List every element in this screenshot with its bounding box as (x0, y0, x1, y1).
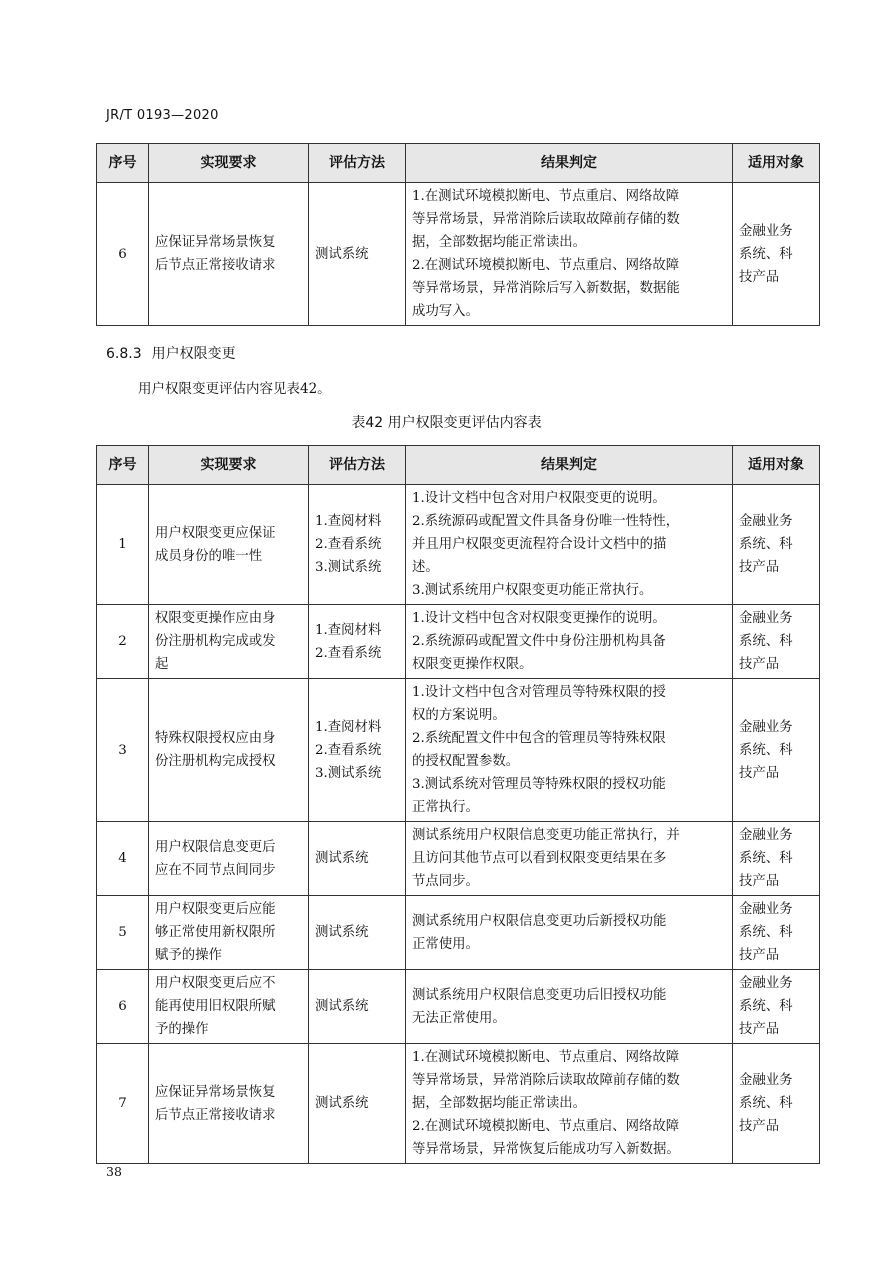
cell-line: 等异常场景，异常恢复后能成功写入新数据。 (412, 1142, 680, 1157)
cell-line: 金融业务 (739, 611, 793, 626)
cell-line: 3.测试系统 (315, 765, 382, 781)
cell-line: 3.测试系统对管理员等特殊权限的授权功能 (412, 777, 666, 792)
table-row (97, 485, 820, 605)
document-id: JR/T 0193—2020 (106, 108, 219, 123)
cell-line: 1.查阅材料 (315, 514, 382, 529)
cell-line: 测试系统用户权限信息变更功后新授权功能 (412, 913, 667, 929)
cell-line: 份注册机构完成授权 (155, 754, 276, 769)
cell-line: 份注册机构完成或发 (155, 634, 276, 649)
cell-line: 2.在测试环境模拟断电、节点重启、网络故障 (412, 258, 680, 273)
cell-line: 够正常使用新权限所 (155, 925, 276, 940)
cell-line: 测试系统用户权限信息变更功后旧授权功能 (412, 987, 667, 1003)
cell-line: 1.设计文档中包含对管理员等特殊权限的授 (412, 685, 666, 700)
cell-line: 赋予的操作 (155, 948, 222, 963)
cell-line: 系统、科 (739, 537, 793, 552)
cell-target (733, 485, 820, 605)
cell-target (733, 822, 820, 896)
cell-line: 技产品 (739, 269, 780, 285)
cell-line: 金融业务 (739, 1073, 793, 1088)
table-row (97, 896, 820, 970)
cell-line: 3.测试系统用户权限变更功能正常执行。 (412, 583, 653, 598)
cell-line: 用户权限变更应保证 (155, 525, 276, 541)
cell-requirement (149, 970, 309, 1044)
column-header-target: 适用对象 (733, 144, 820, 183)
column-header-no: 序号 (97, 144, 149, 183)
cell-line: 金融业务 (739, 902, 793, 917)
cell-line: 2.在测试环境模拟断电、节点重启、网络故障 (412, 1119, 680, 1134)
cell-requirement (149, 485, 309, 605)
cell-line: 予的操作 (155, 1022, 209, 1037)
cell-method (309, 822, 406, 896)
cell-requirement (149, 1044, 309, 1164)
cell-line: 述。 (412, 560, 439, 575)
table-body (97, 183, 820, 326)
intro-paragraph: 用户权限变更评估内容见表42。 (138, 381, 331, 397)
cell-line: 2.查看系统 (315, 537, 382, 552)
cell-line: 2.查看系统 (315, 645, 382, 661)
cell-line: 1.查阅材料 (315, 622, 382, 638)
cell-line: 2.查看系统 (315, 742, 382, 758)
cell-line: 系统、科 (739, 634, 793, 649)
cell-line: 1.在测试环境模拟断电、节点重启、网络故障 (412, 189, 680, 204)
table-row (97, 970, 820, 1044)
cell-line: 据，全部数据均能正常读出。 (412, 1096, 587, 1111)
cell-line: 3.测试系统 (315, 560, 382, 575)
cell-method (309, 896, 406, 970)
cell-line: 特殊权限授权应由身 (155, 731, 276, 746)
cell-line: 金融业务 (739, 719, 793, 735)
cell-line: 用户权限变更后应不 (155, 976, 276, 991)
column-header-requirement: 实现要求 (149, 446, 309, 485)
cell-line: 系统、科 (739, 999, 793, 1014)
cell-line: 金融业务 (739, 223, 793, 239)
cell-line: 技产品 (739, 560, 780, 575)
column-header-result: 结果判定 (406, 446, 733, 485)
cell-line: 技产品 (739, 765, 780, 781)
cell-target (733, 679, 820, 822)
cell-line: 测试系统 (315, 999, 369, 1014)
cell-method (309, 679, 406, 822)
cell-line: 应保证异常场景恢复 (155, 1084, 276, 1100)
cell-line: 系统、科 (739, 851, 793, 866)
cell-method (309, 605, 406, 679)
cell-number: 7 (97, 1044, 149, 1164)
cell-line: 后节点正常接收请求 (155, 1107, 276, 1123)
table-42-permission-change (96, 445, 820, 1164)
cell-line: 测试系统用户权限信息变更功能正常执行，并 (412, 828, 680, 843)
cell-result (406, 605, 733, 679)
cell-line: 系统、科 (739, 742, 793, 758)
cell-target (733, 183, 820, 326)
cell-line: 技产品 (739, 1022, 780, 1037)
cell-line: 1.设计文档中包含对用户权限变更的说明。 (412, 491, 666, 506)
cell-result (406, 896, 733, 970)
table-row (97, 1044, 820, 1164)
cell-line: 成功写入。 (412, 304, 479, 319)
cell-line: 且访问其他节点可以看到权限变更结果在多 (412, 851, 667, 866)
cell-requirement (149, 183, 309, 326)
cell-line: 技产品 (739, 657, 780, 672)
column-header-target: 适用对象 (733, 446, 820, 485)
column-header-requirement: 实现要求 (149, 144, 309, 183)
cell-line: 等异常场景，异常消除后读取故障前存储的数 (412, 1073, 680, 1088)
cell-method (309, 183, 406, 326)
cell-line: 测试系统 (315, 851, 369, 866)
table-header-row (97, 446, 820, 485)
cell-requirement (149, 822, 309, 896)
table-header-row (97, 144, 820, 183)
cell-line: 技产品 (739, 874, 780, 889)
section-title: 用户权限变更 (151, 346, 236, 362)
cell-line: 1.查阅材料 (315, 719, 382, 735)
cell-number: 1 (97, 485, 149, 605)
cell-target (733, 896, 820, 970)
column-header-method: 评估方法 (309, 144, 406, 183)
cell-line: 测试系统 (315, 246, 369, 262)
column-header-result: 结果判定 (406, 144, 733, 183)
cell-method (309, 970, 406, 1044)
cell-line: 金融业务 (739, 976, 793, 991)
cell-target (733, 605, 820, 679)
cell-number: 3 (97, 679, 149, 822)
cell-line: 权限变更操作权限。 (412, 657, 533, 672)
cell-line: 的授权配置参数。 (412, 754, 520, 769)
cell-line: 后节点正常接收请求 (155, 258, 276, 273)
cell-method (309, 1044, 406, 1164)
cell-line: 权的方案说明。 (412, 708, 506, 723)
cell-line: 等异常场景，异常消除后读取故障前存储的数 (412, 212, 680, 227)
cell-line: 用户权限信息变更后 (155, 839, 276, 855)
cell-line: 应在不同节点间同步 (155, 862, 276, 878)
cell-number: 5 (97, 896, 149, 970)
cell-method (309, 485, 406, 605)
section-heading (106, 343, 236, 363)
cell-requirement (149, 679, 309, 822)
cell-result (406, 822, 733, 896)
cell-line: 系统、科 (739, 1096, 793, 1111)
column-header-method: 评估方法 (309, 446, 406, 485)
cell-line: 等异常场景，异常消除后写入新数据，数据能 (412, 281, 680, 296)
cell-requirement (149, 896, 309, 970)
cell-line: 节点同步。 (412, 874, 479, 889)
requirements-table-continued (96, 143, 820, 326)
cell-line: 并且用户权限变更流程符合设计文档中的描 (412, 537, 667, 552)
cell-requirement (149, 605, 309, 679)
cell-line: 测试系统 (315, 925, 369, 940)
cell-line: 2.系统配置文件中包含的管理员等特殊权限 (412, 731, 666, 746)
cell-line: 系统、科 (739, 246, 793, 262)
cell-line: 技产品 (739, 1119, 780, 1134)
cell-target (733, 1044, 820, 1164)
cell-line: 测试系统 (315, 1096, 369, 1111)
cell-number: 4 (97, 822, 149, 896)
cell-line: 正常使用。 (412, 936, 479, 952)
cell-line: 成员身份的唯一性 (155, 548, 263, 564)
cell-line: 1.设计文档中包含对权限变更操作的说明。 (412, 611, 666, 626)
cell-line: 用户权限变更后应能 (155, 902, 276, 917)
cell-line: 应保证异常场景恢复 (155, 235, 276, 250)
cell-line: 2.系统源码或配置文件具备身份唯一性特性， (412, 514, 680, 529)
table-body (97, 485, 820, 1164)
table-caption: 表42 用户权限变更评估内容表 (351, 415, 542, 431)
cell-line: 权限变更操作应由身 (155, 611, 276, 626)
table-row (97, 679, 820, 822)
cell-number: 6 (97, 970, 149, 1044)
table-row (97, 183, 820, 326)
cell-line: 金融业务 (739, 514, 793, 529)
cell-line: 2.系统源码或配置文件中身份注册机构具备 (412, 634, 666, 649)
cell-line: 无法正常使用。 (412, 1010, 506, 1026)
cell-result (406, 1044, 733, 1164)
cell-line: 据，全部数据均能正常读出。 (412, 235, 587, 250)
cell-line: 系统、科 (739, 925, 793, 940)
cell-line: 1.在测试环境模拟断电、节点重启、网络故障 (412, 1050, 680, 1065)
table-row (97, 605, 820, 679)
cell-result (406, 485, 733, 605)
cell-result (406, 970, 733, 1044)
cell-number: 6 (97, 183, 149, 326)
cell-line: 起 (155, 657, 169, 672)
section-number: 6.8.3 (106, 346, 142, 362)
cell-result (406, 679, 733, 822)
page-number: 38 (106, 1164, 122, 1179)
cell-target (733, 970, 820, 1044)
cell-line: 金融业务 (739, 828, 793, 843)
cell-line: 技产品 (739, 948, 780, 963)
cell-number: 2 (97, 605, 149, 679)
cell-line: 能再使用旧权限所赋 (155, 999, 276, 1014)
cell-result (406, 183, 733, 326)
column-header-no: 序号 (97, 446, 149, 485)
cell-line: 正常执行。 (412, 800, 479, 815)
table-row (97, 822, 820, 896)
